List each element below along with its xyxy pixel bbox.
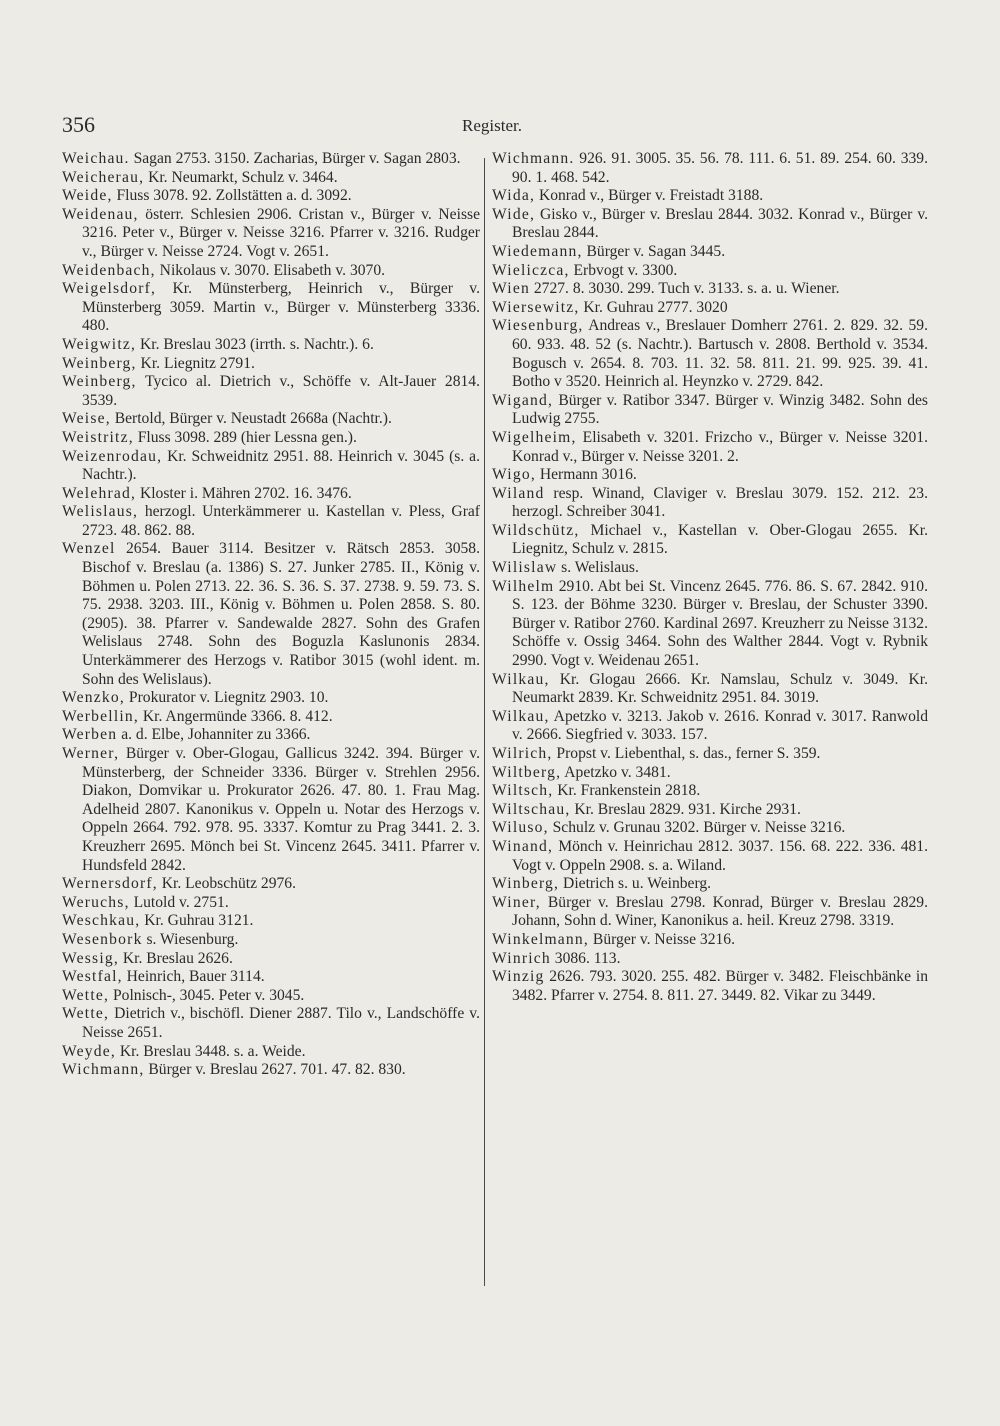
entry-headword: Werner,	[62, 745, 120, 762]
index-entry	[62, 1061, 480, 1080]
entry-headword: Winer,	[492, 893, 541, 911]
index-entry	[62, 410, 480, 429]
entry-text: 2910. Abt bei St. Vincenz 2645. 776. 86. S. 67. 2842. 910. S. 123. der Böhme 3230. Bürger v. Breslau, der Schuster 3390. Bürger v. Ratibor 2760. Kardinal 2697. Kreuzherr zu Neisse 3132. Schöffe v. Ossig 3464. Sohn des Walther 2844. Vogt v. Rybnik 2990. Vogt v. Weidenau 2651.	[512, 577, 928, 670]
index-entry	[62, 355, 480, 374]
entry-headword: Wichmann.	[492, 150, 575, 167]
entry-headword: Weyde,	[62, 1042, 117, 1060]
entry-text: Dietrich s. u. Weinberg.	[559, 875, 712, 893]
entry-text: Bürger v. Ratibor 3347. Bürger v. Winzig 3482. Sohn des Ludwig 2755.	[512, 391, 928, 428]
entry-text: Konrad v., Bürger v. Freistadt 3188.	[535, 187, 764, 205]
entry-headword: Welehrad,	[62, 484, 137, 502]
index-entry	[62, 708, 480, 727]
entry-text: s. Welislaus.	[557, 559, 639, 577]
column-divider	[484, 158, 485, 1286]
entry-text: Kr. Breslau 3023 (irrth. s. Nachtr.). 6.	[136, 335, 374, 353]
entry-headword: Weidenau,	[62, 205, 139, 223]
entry-headword: Wiltberg,	[492, 763, 562, 781]
entry-text: Kr. Guhrau 3121.	[140, 912, 254, 930]
index-entry	[62, 206, 480, 262]
index-entry	[62, 726, 480, 745]
entry-headword: Weigwitz,	[62, 335, 137, 353]
entry-text: Kr. Glogau 2666. Kr. Namslau, Schulz v. 3049. Kr. Neumarkt 2839. Kr. Schweidnitz 2951. 84. 3019.	[512, 670, 928, 707]
entry-text: Apetzko v. 3213. Jakob v. 2616. Konrad v. 3017. Ranwold v. 2666. Siegfried v. 3033. 157.	[512, 707, 928, 744]
index-entry	[62, 689, 480, 708]
entry-text: Bürger v. Neisse 3216.	[589, 930, 735, 948]
index-entry	[62, 745, 480, 875]
entry-headword: Wida,	[492, 187, 536, 205]
entry-headword: Welislaus,	[62, 503, 139, 521]
entry-headword: Weinberg,	[62, 373, 137, 391]
entry-headword: Wigand,	[492, 391, 554, 409]
entry-text: Dietrich v., bischöfl. Diener 2887. Tilo v., Landschöffe v. Neisse 2651.	[82, 1005, 480, 1041]
index-entry	[62, 485, 480, 504]
entry-text: Heinrich, Bauer 3114.	[122, 968, 265, 986]
index-entry	[62, 448, 480, 485]
entry-text: Prokurator v. Liegnitz 2903. 10.	[125, 689, 329, 707]
index-entry	[62, 187, 480, 206]
entry-headword: Wiland	[492, 484, 545, 502]
index-entry	[492, 950, 928, 969]
entry-headword: Weichau.	[62, 150, 130, 167]
index-entry	[492, 782, 928, 801]
entry-headword: Westfal,	[62, 968, 123, 986]
entry-headword: Winand,	[492, 837, 554, 855]
entry-headword: Werbellin,	[62, 707, 139, 725]
index-entry	[492, 466, 928, 485]
index-entry	[492, 522, 928, 559]
entry-text: 2654. Bauer 3114. Besitzer v. Rätsch 2853. 3058. Bischof v. Breslau (a. 1386) S. 27. Junker 2785. II., König v. Böhmen u. Polen 2713. 22. 36. S. 36. S. 37. 2738. 9. 59. 73. S. 75. 2938. 3203. III., König v. Böhmen u. Polen 2858. S. 80. (2905). 38. Pfarrer v. Sandewalde 2827. Sohn des Grafen Welislaus 2748. Sohn des Boguzla Kaslunonis 2834. Unterkämmerer des Herzogs v. Ratibor 3015 (wohl ident. m. Sohn des Welislaus).	[82, 540, 480, 688]
entry-text: 3086. 113.	[550, 949, 621, 967]
entry-text: resp. Winand, Claviger v. Breslau 3079. 152. 212. 23. herzogl. Schreiber 3041.	[512, 484, 928, 521]
entry-headword: Winrich	[492, 949, 551, 967]
entry-text: Lutold v. 2751.	[129, 893, 229, 911]
entry-headword: Wigelheim,	[492, 428, 577, 446]
index-entry	[62, 169, 480, 188]
index-entry	[492, 764, 928, 783]
entry-text: s. Wiesenburg.	[142, 930, 239, 948]
entry-headword: Winzig	[492, 968, 545, 986]
entry-headword: Weizenrodau,	[62, 447, 163, 465]
entry-headword: Weise,	[62, 410, 111, 428]
index-entry	[62, 950, 480, 969]
entry-text: Kr. Münsterberg, Heinrich v., Bürger v. Münsterberg 3059. Martin v., Bürger v. Münsterberg 3336. 480.	[82, 280, 480, 335]
index-entry	[492, 485, 928, 522]
entry-headword: Wilhelm	[492, 577, 555, 595]
index-entry	[492, 819, 928, 838]
index-entry	[62, 912, 480, 931]
entry-text: Sagan 2753. 3150. Zacharias, Bürger v. Sagan 2803.	[129, 150, 461, 167]
entry-text: Propst v. Liebenthal, s. das., ferner S. 359.	[552, 745, 821, 762]
entry-text: 2626. 793. 3020. 255. 482. Bürger v. 3482. Fleischbänke in 3482. Pfarrer v. 2754. 8. 811. 27. 3449. 82. Vikar zu 3449.	[512, 968, 928, 1004]
entry-text: Polnisch-, 3045. Peter v. 3045.	[109, 986, 305, 1004]
entry-headword: Wilislaw	[492, 559, 558, 577]
entry-text: Gisko v., Bürger v. Breslau 2844. 3032. Konrad v., Bürger v. Breslau 2844.	[512, 205, 928, 242]
entry-headword: Weide,	[62, 187, 113, 205]
entry-headword: Werben	[62, 726, 118, 744]
index-entry	[62, 280, 480, 336]
index-entry	[492, 206, 928, 243]
index-entry	[492, 299, 928, 318]
entry-text: a. d. Elbe, Johanniter zu 3366.	[117, 726, 311, 744]
entry-text: Bürger v. Breslau 2798. Konrad, Bürger v. Breslau 2829. Johann, Sohn d. Winer, Kanonikus a. heil. Kreuz 2798. 3319.	[512, 893, 928, 930]
entry-headword: Winkelmann,	[492, 930, 590, 948]
entry-headword: Wilkau,	[492, 707, 550, 725]
index-entry	[492, 671, 928, 708]
entry-text: Bertold, Bürger v. Neustadt 2668a (Nachtr.).	[110, 410, 392, 428]
index-entry	[62, 968, 480, 987]
entry-headword: Wiedemann,	[492, 242, 583, 260]
index-entry	[492, 875, 928, 894]
page-number: 356	[62, 112, 95, 137]
entry-headword: Winberg,	[492, 875, 560, 893]
entry-headword: Weigelsdorf,	[62, 280, 157, 298]
entry-headword: Wichmann,	[62, 1061, 145, 1079]
index-entry	[492, 968, 928, 1005]
index-entry	[62, 503, 480, 540]
entry-text: Nikolaus v. 3070. Elisabeth v. 3070.	[155, 261, 386, 279]
entry-headword: Wenzel	[62, 540, 116, 558]
entry-text: Kloster i. Mähren 2702. 16. 3476.	[136, 484, 352, 502]
entry-headword: Wiltschau,	[492, 800, 571, 818]
entry-text: 926. 91. 3005. 35. 56. 78. 111. 6. 51. 89. 254. 60. 339. 90. 1. 468. 542.	[512, 150, 928, 186]
entry-headword: Wiltsch,	[492, 782, 554, 800]
index-entry	[492, 801, 928, 820]
entry-headword: Weidenbach,	[62, 261, 156, 279]
entry-headword: Wilrich,	[492, 745, 553, 762]
page-header	[62, 112, 528, 142]
entry-text: 2727. 8. 3030. 299. Tuch v. 3133. s. a. u. Wiener.	[529, 280, 840, 298]
entry-text: Elisabeth v. 3201. Frizcho v., Bürger v. Neisse 3201. Konrad v., Bürger v. Neisse 3201. 2.	[512, 428, 928, 465]
index-entry	[62, 987, 480, 1006]
entry-text: Andreas v., Breslauer Domherr 2761. 2. 829. 32. 59. 60. 933. 48. 52 (s. Nachtr.). Bartusch v. 2808. Berthold v. 3534. Bogusch v. 2654. 8. 703. 11. 32. 58. 811. 21. 99. 925. 39. 41. Botho v 3520. Heinrich al. Heynzko v. 2729. 842.	[512, 317, 928, 391]
index-entry	[62, 894, 480, 913]
entry-headword: Wiesenburg,	[492, 317, 584, 335]
index-entry	[492, 559, 928, 578]
index-entry	[492, 150, 928, 187]
right-column	[492, 150, 928, 1005]
entry-text: Tycico al. Dietrich v., Schöffe v. Alt-Jauer 2814. 3539.	[82, 373, 480, 409]
entry-text: Fluss 3098. 289 (hier Lessna gen.).	[133, 428, 357, 446]
index-entry	[62, 373, 480, 410]
entry-text: Bürger v. Breslau 2627. 701. 47. 82. 830.	[144, 1061, 406, 1079]
entry-headword: Weistritz,	[62, 428, 134, 446]
entry-headword: Weinberg,	[62, 354, 137, 372]
index-entry	[62, 150, 480, 169]
entry-text: Kr. Neumarkt, Schulz v. 3464.	[144, 168, 338, 186]
entry-headword: Wien	[492, 280, 530, 298]
entry-headword: Wessig,	[62, 949, 119, 967]
entry-text: Bürger v. Ober-Glogau, Gallicus 3242. 394. Bürger v. Münsterberg, der Schneider 3336. Bürger v. Strehlen 2956. Diakon, Domvikar u. Prokurator 2626. 47. 80. 1. Frau Mag. Adelheid 2807. Kanonikus v. Oppeln u. Notar des Herzogs v. Oppeln 2664. 792. 978. 95. 3337. Komtur zu Prag 3441. 2. 3. Kreuzherr 2695. Mönch bei St. Vincenz 2645. 3411. Pfarrer v. Hundsfeld 2842.	[82, 745, 480, 874]
index-entry	[492, 429, 928, 466]
entry-headword: Wiersewitz,	[492, 298, 580, 316]
entry-text: Kr. Schweidnitz 2951. 88. Heinrich v. 3045 (s. a. Nachtr.).	[82, 447, 480, 484]
entry-text: Kr. Frankenstein 2818.	[553, 782, 701, 800]
index-entry	[62, 1043, 480, 1062]
entry-text: Schulz v. Grunau 3202. Bürger v. Neisse 3216.	[548, 819, 846, 837]
index-entry	[492, 578, 928, 671]
entry-headword: Wiluso,	[492, 819, 549, 837]
index-entry	[492, 745, 928, 764]
entry-text: Kr. Angermünde 3366. 8. 412.	[139, 707, 333, 725]
entry-text: Mönch v. Heinrichau 2812. 3037. 156. 68. 222. 336. 481. Vogt v. Oppeln 2908. s. a. Wiland.	[512, 837, 928, 874]
index-entry	[62, 931, 480, 950]
index-entry	[492, 187, 928, 206]
index-entry	[492, 894, 928, 931]
entry-text: Hermann 3016.	[535, 466, 637, 484]
index-entry	[492, 392, 928, 429]
entry-text: Erbvogt v. 3300.	[569, 261, 678, 279]
entry-text: Kr. Liegnitz 2791.	[136, 354, 255, 372]
index-entry	[492, 838, 928, 875]
entry-text: Kr. Leobschütz 2976.	[157, 875, 296, 893]
entry-text: Michael v., Kastellan v. Ober-Glogau 2655. Kr. Liegnitz, Schulz v. 2815.	[512, 521, 928, 558]
index-entry	[492, 280, 928, 299]
entry-text: Kr. Breslau 3448. s. a. Weide.	[116, 1042, 306, 1060]
entry-text: Kr. Breslau 2829. 931. Kirche 2931.	[570, 800, 801, 818]
entry-text: herzogl. Unterkämmerer u. Kastellan v. Pless, Graf 2723. 48. 862. 88.	[82, 503, 480, 539]
entry-headword: Wenzko,	[62, 689, 126, 707]
entry-headword: Wide,	[492, 205, 536, 223]
entry-text: Kr. Guhrau 2777. 3020	[579, 298, 728, 316]
index-entry	[62, 1005, 480, 1042]
index-entry	[492, 317, 928, 391]
index-entry	[492, 708, 928, 745]
running-title: Register.	[462, 116, 522, 135]
index-entry	[62, 429, 480, 448]
entry-headword: Weicherau,	[62, 168, 145, 186]
entry-headword: Wette,	[62, 986, 110, 1004]
entry-text: Apetzko v. 3481.	[561, 763, 671, 781]
entry-text: österr. Schlesien 2906. Cristan v., Bürger v. Neisse 3216. Peter v., Bürger v. Neisse 3216. Pfarrer v. 3216. Rudger v., Bürger v. Neisse 2724. Vogt v. 2651.	[82, 205, 480, 260]
index-entry	[62, 262, 480, 281]
left-column	[62, 150, 480, 1080]
entry-headword: Wernersdorf,	[62, 875, 158, 893]
entry-text: Kr. Breslau 2626.	[118, 949, 233, 967]
entry-headword: Wesenbork	[62, 930, 143, 948]
entry-headword: Wette,	[62, 1005, 110, 1023]
index-entry	[492, 243, 928, 262]
index-entry	[492, 262, 928, 281]
entry-text: Fluss 3078. 92. Zollstätten a. d. 3092.	[112, 187, 352, 205]
entry-headword: Wigo,	[492, 466, 536, 484]
entry-text: Bürger v. Sagan 3445.	[582, 242, 726, 260]
entry-headword: Weruchs,	[62, 893, 130, 911]
index-entry	[62, 540, 480, 689]
index-entry	[62, 875, 480, 894]
entry-headword: Weschkau,	[62, 912, 141, 930]
index-entry	[62, 336, 480, 355]
entry-headword: Wildschütz,	[492, 521, 580, 539]
entry-headword: Wieliczca,	[492, 261, 570, 279]
index-entry	[492, 931, 928, 950]
entry-headword: Wilkau,	[492, 670, 550, 688]
